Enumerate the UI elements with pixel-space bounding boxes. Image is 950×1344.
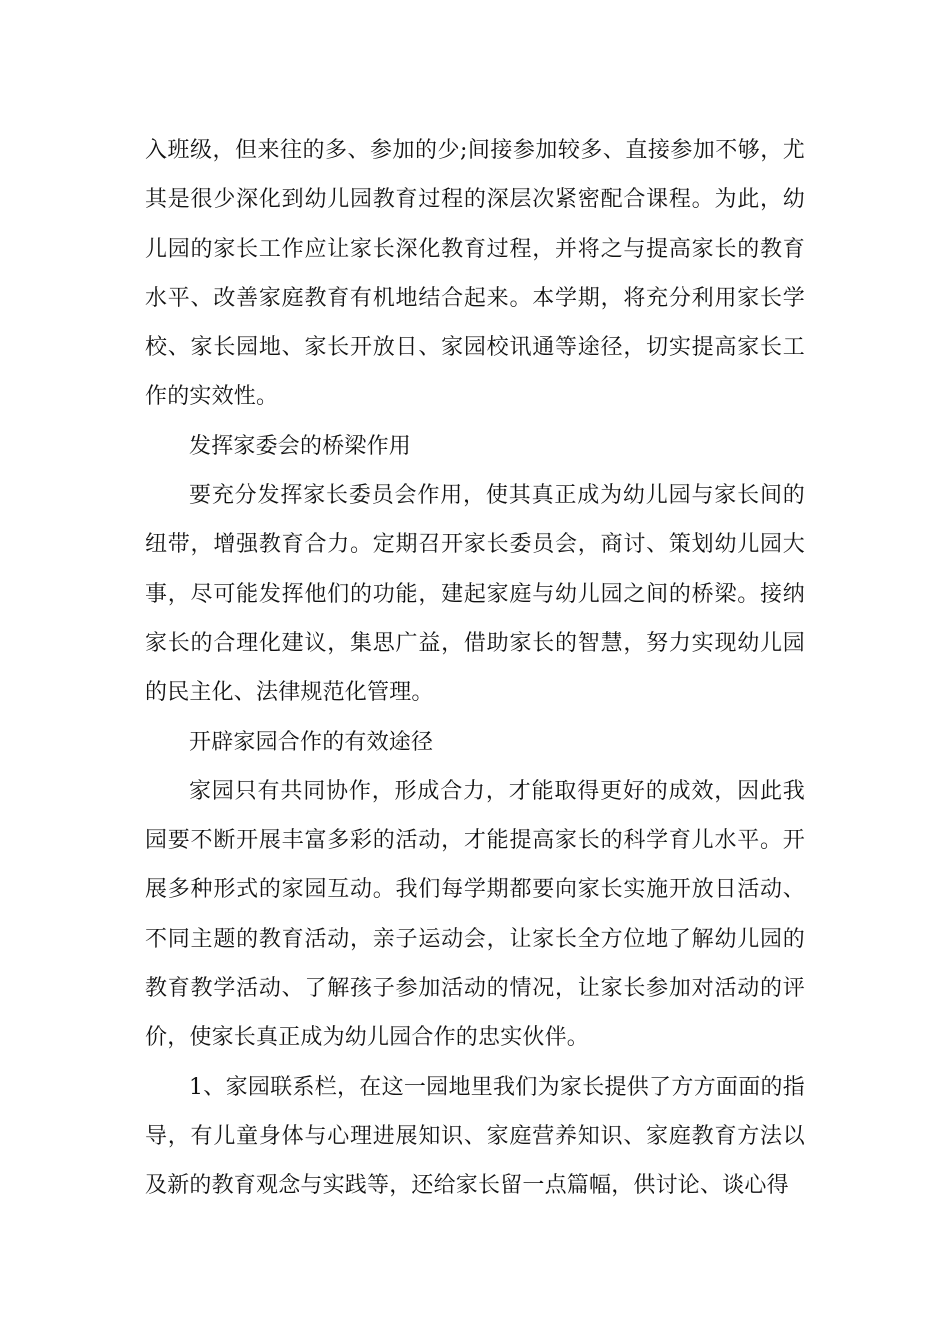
paragraph-committee: 要充分发挥家长委员会作用，使其真正成为幼儿园与家长间的纽带，增强教育合力。定期召开家长委员会，商讨、策划幼儿园大事，尽可能发挥他们的功能，建起家庭与幼儿园之间的桥梁。接纳家长的合理化建议，集思广益，借助家长的智慧，努力实现幼儿园的民主化、法律规范化管理。 bbox=[145, 483, 805, 706]
section-heading-committee: 发挥家委会的桥梁作用 bbox=[189, 433, 412, 459]
paragraph-cooperation: 家园只有共同协作，形成合力，才能取得更好的成效，因此我园要不断开展丰富多彩的活动，才能提高家长的科学育儿水平。开展多种形式的家园互动。我们每学期都要向家长实施开放日活动、不同主题的教育活动，亲子运动会，让家长全方位地了解幼儿园的教育教学活动、了解孩子参加活动的情况，让家长参加对活动的评价，使家长真正成为幼儿园合作的忠实伙伴。 bbox=[145, 778, 805, 1051]
paragraph-contact-board: 1、家园联系栏，在这一园地里我们为家长提供了方方面面的指导，有儿童身体与心理进展知识、家庭营养知识、家庭教育方法以及新的教育观念与实践等，还给家长留一点篇幅，供讨论、谈心得 bbox=[145, 1074, 805, 1199]
section-heading-cooperation: 开辟家园合作的有效途径 bbox=[189, 729, 434, 755]
paragraph-intro: 入班级，但来往的多、参加的少;间接参加较多、直接参加不够，尤其是很少深化到幼儿园教育过程的深层次紧密配合课程。为此，幼儿园的家长工作应让家长深化教育过程，并将之与提高家长的教育水平、改善家庭教育有机地结合起来。本学期，将充分利用家长学校、家长园地、家长开放日、家园校讯通等途径，切实提高家长工作的实效性。 bbox=[145, 138, 805, 410]
document-body bbox=[145, 126, 805, 1211]
